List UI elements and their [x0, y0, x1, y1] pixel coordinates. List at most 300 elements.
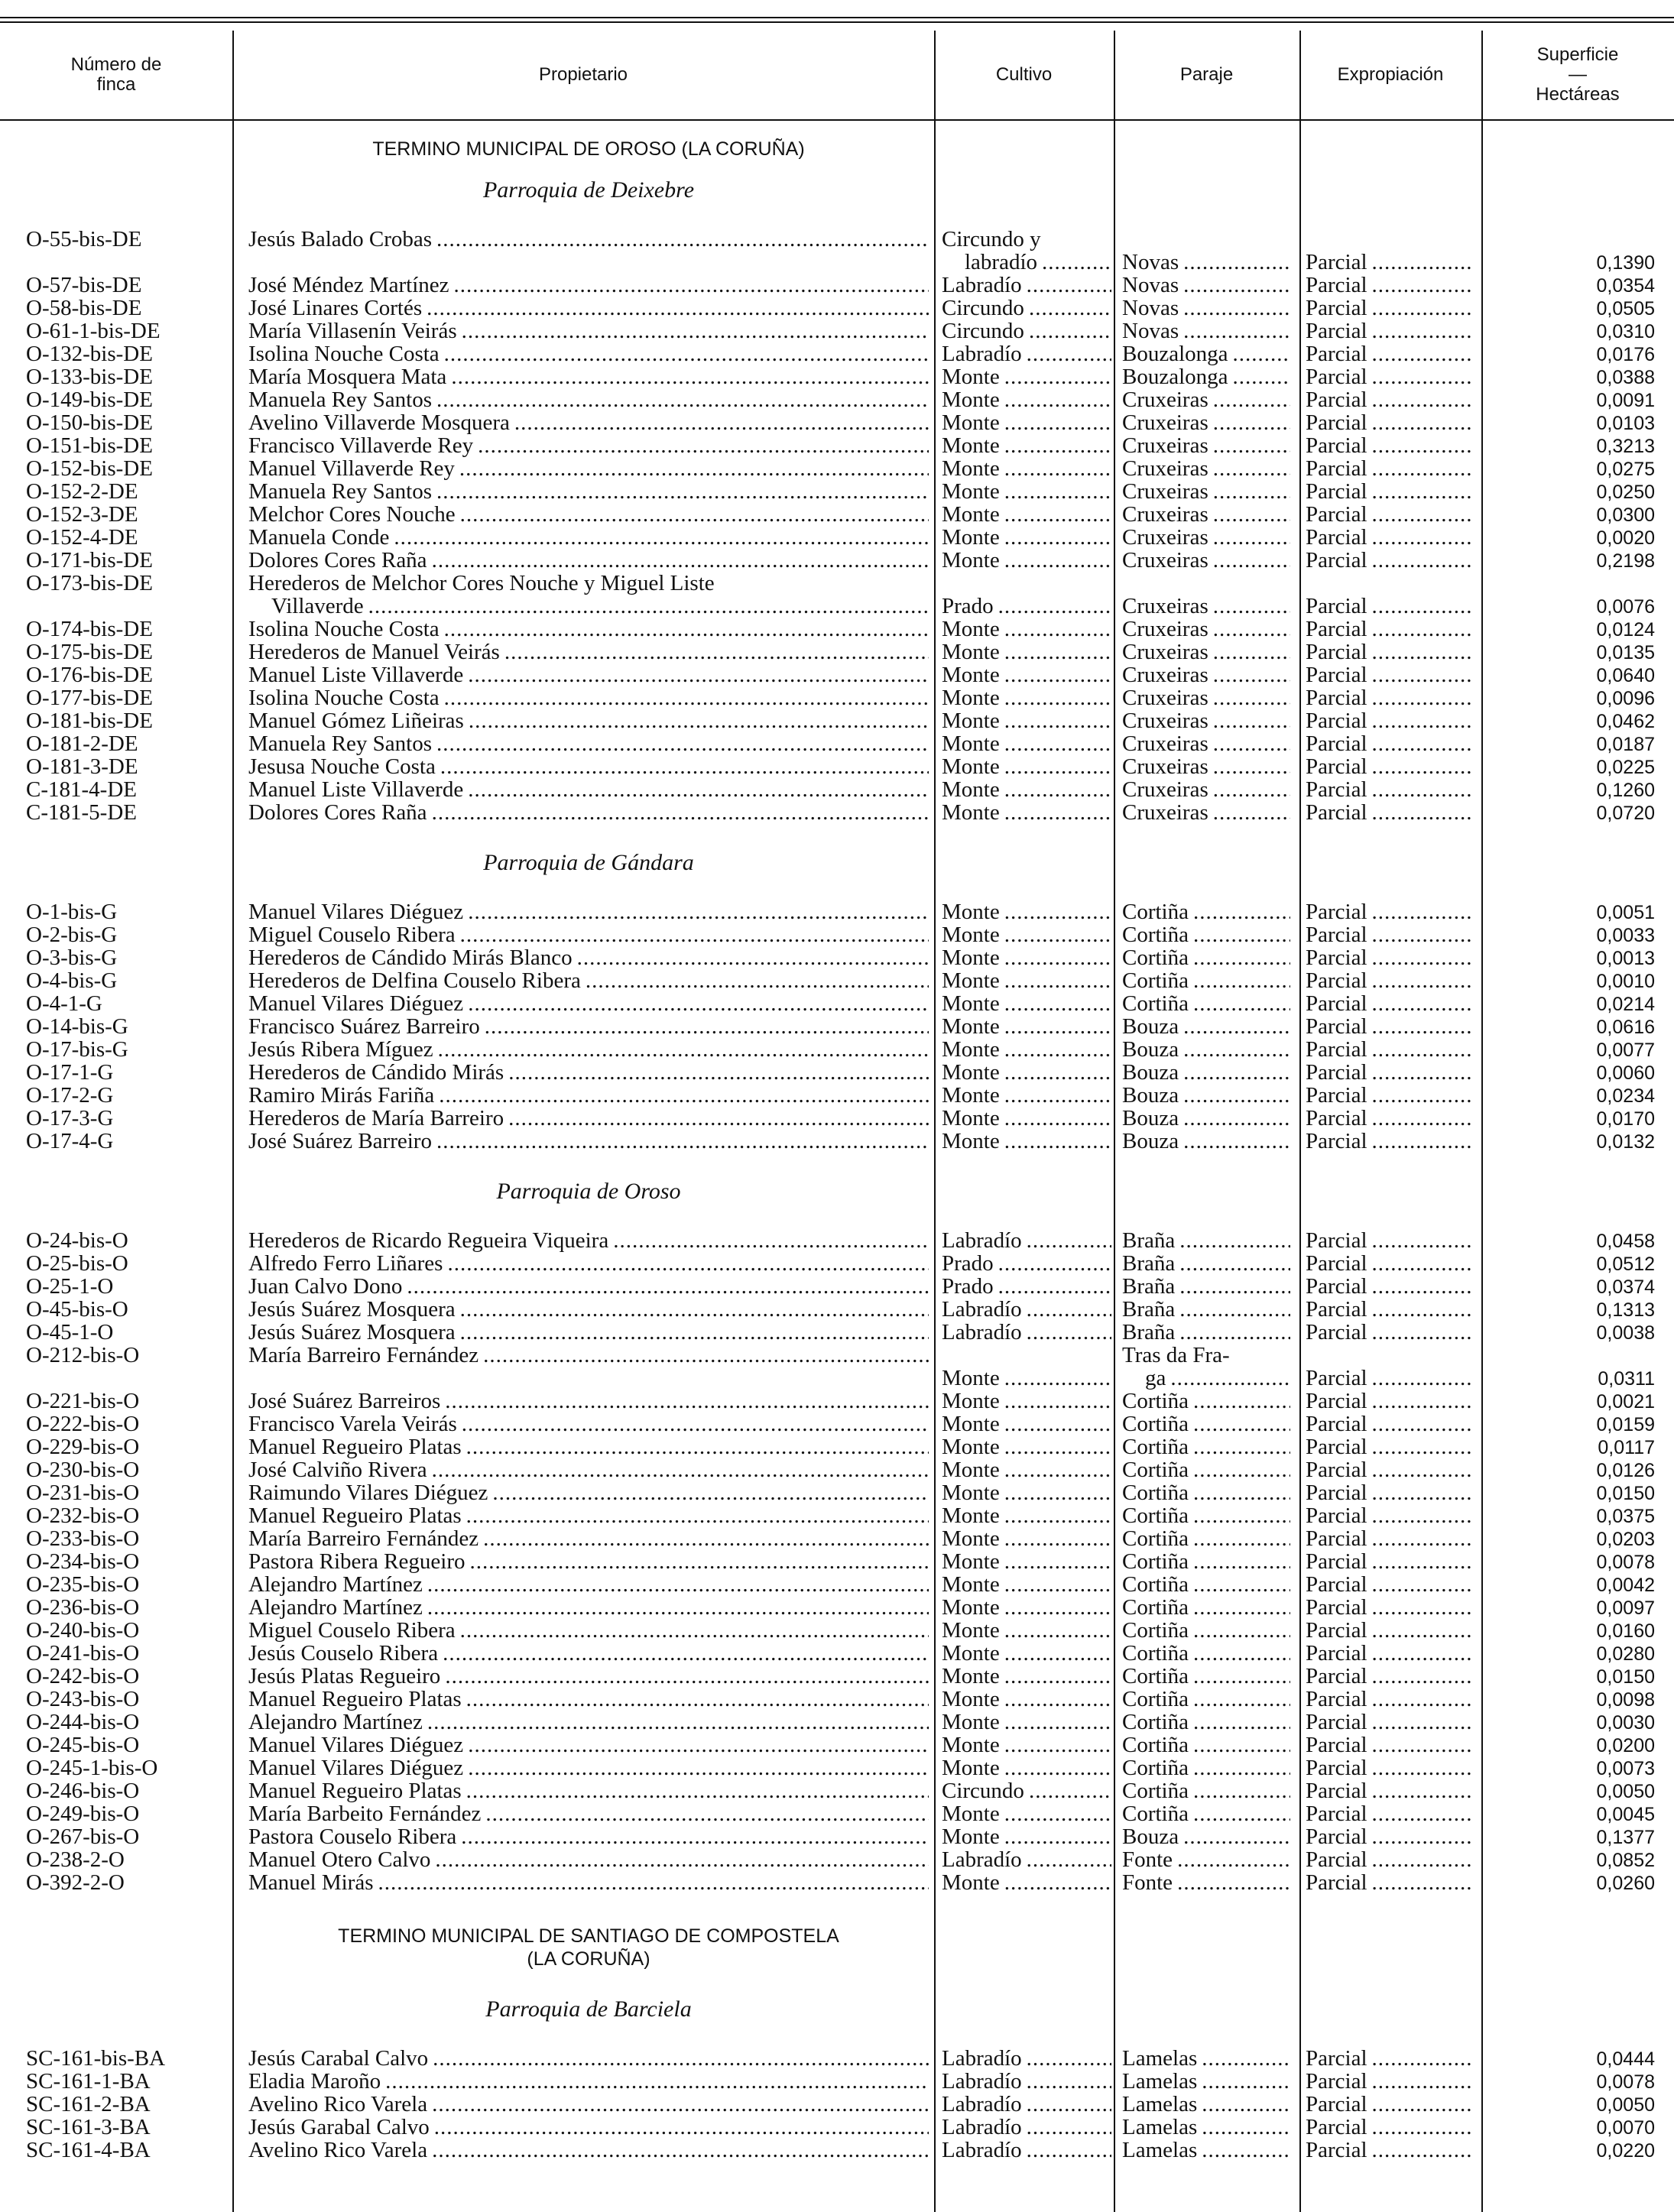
leader-dots: [1372, 2047, 1471, 2070]
expropiacion-text: Parcial: [1306, 1252, 1367, 1275]
expropiacion-cell: [1306, 319, 1471, 342]
leader-dots: [1372, 709, 1471, 732]
cultivo-text: Monte: [942, 1711, 1000, 1734]
leader-dots: [1004, 969, 1111, 992]
owner-cell: [248, 900, 929, 923]
superficie-cell: [1487, 297, 1655, 320]
cultivo-text: Labradío: [942, 1848, 1022, 1871]
expropiacion-text: Parcial: [1306, 1015, 1367, 1038]
parish-heading: Parroquia de Oroso: [496, 1179, 681, 1204]
paraje-cell: [1122, 618, 1290, 641]
table-row: [0, 1252, 1674, 1275]
table-row: [0, 274, 1674, 297]
finca-number: O-245-1-bis-O: [26, 1756, 158, 1779]
table-row: [0, 1275, 1674, 1298]
expropiacion-cell: [1306, 1871, 1471, 1894]
expropiacion-text: Parcial: [1306, 1802, 1367, 1825]
paraje-text: Fonte: [1122, 1871, 1173, 1894]
expropiacion-text: Parcial: [1306, 1481, 1367, 1504]
header-cultivo-text: Cultivo: [995, 64, 1053, 85]
leader-dots: [1213, 434, 1290, 457]
table-row: [0, 434, 1674, 457]
expropiacion-text: Parcial: [1306, 297, 1367, 319]
paraje-text: Cruxeiras: [1122, 801, 1208, 824]
header-paraje: [1114, 31, 1299, 119]
paraje-text: Cruxeiras: [1122, 434, 1208, 457]
superficie-cell: [1487, 1015, 1655, 1039]
expropiacion-cell: [1306, 1107, 1471, 1130]
paraje-cell: [1122, 1435, 1290, 1458]
leader-dots: [1004, 1367, 1111, 1390]
superficie-cell: [1487, 319, 1655, 343]
expropiacion-cell: [1306, 1481, 1471, 1504]
owner-cell: [248, 1779, 929, 1802]
finca-number: O-181-3-DE: [26, 755, 138, 778]
cultivo-cell: [942, 1298, 1111, 1321]
leader-dots: [1372, 1061, 1471, 1084]
parish-heading: Parroquia de Deixebre: [482, 177, 695, 203]
paraje-cell: [1122, 732, 1290, 755]
leader-dots: [1170, 1367, 1290, 1390]
owner-cell: [248, 1550, 929, 1573]
owner-name: Melchor Cores Nouche: [248, 503, 456, 526]
leader-dots: [460, 503, 929, 526]
leader-dots: [1233, 365, 1290, 388]
leader-dots: [436, 732, 929, 755]
leader-dots: [1372, 1275, 1471, 1298]
owner-name: Manuela Rey Santos: [248, 480, 433, 503]
leader-dots: [1193, 1596, 1290, 1619]
owner-line: [248, 572, 929, 595]
superficie-cell: [1487, 663, 1655, 687]
owner-name: Eladia Maroño: [248, 2070, 381, 2093]
owner-name: Avelino Rico Varela: [248, 2139, 428, 2162]
leader-dots: [1004, 778, 1111, 801]
expropiacion-text: Parcial: [1306, 388, 1367, 411]
leader-dots: [1179, 1298, 1290, 1321]
table-row: [0, 2116, 1674, 2139]
cultivo-text: Monte: [942, 1367, 1000, 1390]
paraje-text: Cruxeiras: [1122, 755, 1208, 778]
finca-number: O-17-bis-G: [26, 1038, 128, 1061]
superficie-cell: [1487, 1802, 1655, 1826]
cultivo-text: Labradío: [942, 274, 1022, 297]
cultivo-cell: [942, 946, 1111, 969]
table-row: [0, 1390, 1674, 1413]
owner-cell: [248, 1229, 929, 1252]
top-double-rule: [0, 17, 1674, 23]
owner-name: Jesús Ribera Míguez: [248, 1038, 433, 1061]
paraje-text: Lamelas: [1122, 2047, 1198, 2070]
owner-cell: [248, 1481, 929, 1504]
cultivo-cell: [942, 1550, 1111, 1573]
superficie-cell: [1487, 2070, 1655, 2094]
header-rule: [0, 119, 1674, 121]
owner-cell: [248, 1130, 929, 1153]
superficie-value: 0,0512: [1596, 1254, 1655, 1275]
paraje-text: Cortiña: [1122, 946, 1189, 969]
paraje-cell: [1122, 1344, 1290, 1390]
leader-dots: [492, 1481, 929, 1504]
expropiacion-cell: [1306, 1734, 1471, 1756]
paraje-cell: [1122, 1848, 1290, 1871]
superficie-cell: [1487, 900, 1655, 924]
table-row: [0, 778, 1674, 801]
expropiacion-text: Parcial: [1306, 900, 1367, 923]
finca-number: O-152-3-DE: [26, 503, 138, 526]
table-row: [0, 1711, 1674, 1734]
paraje-text: Bouza: [1122, 1015, 1179, 1038]
leader-dots: [1004, 388, 1111, 411]
leader-dots: [1372, 342, 1471, 365]
leader-dots: [1372, 1802, 1471, 1825]
leader-dots: [1372, 480, 1471, 503]
expropiacion-cell: [1306, 663, 1471, 686]
cultivo-cell: [942, 2047, 1111, 2070]
expropiacion-text: Parcial: [1306, 365, 1367, 388]
superficie-cell: [1487, 1711, 1655, 1734]
leader-dots: [1029, 1779, 1111, 1802]
paraje-cell: [1122, 319, 1290, 342]
finca-number: O-212-bis-O: [26, 1344, 140, 1367]
cultivo-text: Monte: [942, 1413, 1000, 1435]
paraje-text: Cortiña: [1122, 969, 1189, 992]
superficie-value: 0,0150: [1596, 1483, 1655, 1504]
expropiacion-text: Parcial: [1306, 641, 1367, 663]
table-row: [0, 755, 1674, 778]
leader-dots: [1042, 251, 1111, 274]
paraje-cell: [1122, 251, 1290, 274]
expropiacion-cell: [1306, 457, 1471, 480]
leader-dots: [436, 1130, 929, 1153]
expropiacion-cell: [1306, 755, 1471, 778]
leader-dots: [1004, 1688, 1111, 1711]
table-row: [0, 1848, 1674, 1871]
leader-dots: [466, 1435, 929, 1458]
leader-dots: [469, 709, 929, 732]
leader-dots: [1372, 2070, 1471, 2093]
superficie-cell: [1487, 388, 1655, 412]
cultivo-text: Monte: [942, 1871, 1000, 1894]
paraje-line: [1122, 1344, 1290, 1367]
superficie-cell: [1487, 946, 1655, 970]
leader-dots: [1004, 434, 1111, 457]
table-row: [0, 1413, 1674, 1435]
owner-cell: [248, 411, 929, 434]
cultivo-text: Labradío: [942, 2093, 1022, 2116]
owner-cell: [248, 1321, 929, 1344]
leader-dots: [1193, 1413, 1290, 1435]
owner-name: María Villasenín Veirás: [248, 319, 457, 342]
paraje-text: Cruxeiras: [1122, 457, 1208, 480]
cultivo-cell: [942, 992, 1111, 1015]
superficie-cell: [1487, 1275, 1655, 1299]
owner-name: Herederos de Cándido Mirás Blanco: [248, 946, 573, 969]
cultivo-cell: [942, 342, 1111, 365]
table-row: [0, 2093, 1674, 2116]
expropiacion-cell: [1306, 686, 1471, 709]
superficie-cell: [1487, 1481, 1655, 1505]
leader-dots: [1372, 365, 1471, 388]
owner-name: José Suárez Barreiros: [248, 1390, 441, 1413]
superficie-value: 0,0132: [1596, 1131, 1655, 1153]
cultivo-cell: [942, 365, 1111, 388]
paraje-text: Cruxeiras: [1122, 778, 1208, 801]
leader-dots: [508, 1061, 929, 1084]
leader-dots: [1372, 1130, 1471, 1153]
expropiacion-cell: [1306, 274, 1471, 297]
expropiacion-cell: [1306, 1252, 1471, 1275]
expropiacion-text: Parcial: [1306, 1504, 1367, 1527]
owner-name: Isolina Nouche Costa: [248, 686, 440, 709]
owner-name: Dolores Cores Raña: [248, 549, 427, 572]
owner-cell: [248, 2047, 929, 2070]
finca-number: O-249-bis-O: [26, 1802, 140, 1825]
cultivo-text: Monte: [942, 923, 1000, 946]
expropiacion-cell: [1306, 1084, 1471, 1107]
paraje-text: Lamelas: [1122, 2139, 1198, 2162]
paraje-text: Cruxeiras: [1122, 663, 1208, 686]
table-row: [0, 1619, 1674, 1642]
superficie-cell: [1487, 365, 1655, 389]
finca-number: O-245-bis-O: [26, 1734, 140, 1756]
superficie-value: 0,0203: [1596, 1529, 1655, 1550]
leader-dots: [1372, 1779, 1471, 1802]
leader-dots: [1372, 1413, 1471, 1435]
leader-dots: [1027, 2093, 1111, 2116]
superficie-value: 0,0444: [1596, 2048, 1655, 2070]
paraje-text: Novas: [1122, 274, 1179, 297]
superficie-cell: [1487, 1734, 1655, 1757]
superficie-value: 0,0354: [1596, 275, 1655, 297]
cultivo-cell: [942, 1596, 1111, 1619]
leader-dots: [435, 1848, 929, 1871]
leader-dots: [1372, 801, 1471, 824]
leader-dots: [1004, 1573, 1111, 1596]
leader-dots: [1193, 992, 1290, 1015]
finca-number: O-152-4-DE: [26, 526, 138, 549]
finca-number: O-241-bis-O: [26, 1642, 140, 1665]
leader-dots: [1213, 411, 1290, 434]
cultivo-cell: [942, 1481, 1111, 1504]
superficie-value: 0,0462: [1596, 711, 1655, 732]
table-row: [0, 732, 1674, 755]
finca-number: SC-161-1-BA: [26, 2070, 151, 2093]
cultivo-cell: [942, 228, 1111, 274]
leader-dots: [438, 1038, 929, 1061]
leader-dots: [1213, 503, 1290, 526]
leader-dots: [454, 274, 929, 297]
cultivo-text: Monte: [942, 1688, 1000, 1711]
superficie-value: 0,0073: [1596, 1758, 1655, 1779]
superficie-value: 0,0214: [1596, 994, 1655, 1015]
superficie-cell: [1487, 411, 1655, 435]
cultivo-cell: [942, 1665, 1111, 1688]
table-row: [0, 969, 1674, 992]
expropiacion-cell: [1306, 732, 1471, 755]
paraje-cell: [1122, 1275, 1290, 1298]
cultivo-text: Monte: [942, 1596, 1000, 1619]
leader-dots: [1213, 480, 1290, 503]
expropiacion-cell: [1306, 1756, 1471, 1779]
finca-number: O-25-1-O: [26, 1275, 114, 1298]
leader-dots: [368, 595, 929, 618]
leader-dots: [433, 2047, 929, 2070]
finca-number: O-151-bis-DE: [26, 434, 153, 457]
expropiacion-cell: [1306, 900, 1471, 923]
superficie-cell: [1487, 1527, 1655, 1551]
leader-dots: [394, 526, 929, 549]
paraje-cell: [1122, 1107, 1290, 1130]
leader-dots: [1183, 251, 1290, 274]
leader-dots: [1372, 755, 1471, 778]
leader-dots: [447, 1252, 929, 1275]
superficie-value: 0,0051: [1596, 902, 1655, 923]
table-row: [0, 1550, 1674, 1573]
finca-number: O-236-bis-O: [26, 1596, 140, 1619]
paraje-text: Cortiña: [1122, 1573, 1189, 1596]
cultivo-text: Prado: [942, 1252, 994, 1275]
expropiacion-text: Parcial: [1306, 1275, 1367, 1298]
cultivo-text: Monte: [942, 1665, 1000, 1688]
superficie-value: 0,0225: [1596, 757, 1655, 778]
paraje-cell: [1122, 1481, 1290, 1504]
superficie-cell: [1487, 526, 1655, 550]
owner-cell: [248, 1527, 929, 1550]
owner-name: Manuel Mirás: [248, 1871, 374, 1894]
owner-name: Herederos de Cándido Mirás: [248, 1061, 504, 1084]
finca-number: O-244-bis-O: [26, 1711, 140, 1734]
leader-dots: [1372, 1481, 1471, 1504]
expropiacion-text: Parcial: [1306, 923, 1367, 946]
expropiacion-text: Parcial: [1306, 2139, 1367, 2162]
paraje-text: Bouza: [1122, 1061, 1179, 1084]
owner-cell: [248, 1252, 929, 1275]
table-row: [0, 572, 1674, 618]
expropiacion-cell: [1306, 992, 1471, 1015]
expropiacion-text: Parcial: [1306, 801, 1367, 824]
owner-name: José Linares Cortés: [248, 297, 423, 319]
owner-cell: [248, 946, 929, 969]
leader-dots: [436, 388, 929, 411]
leader-dots: [468, 663, 929, 686]
expropiacion-text: Parcial: [1306, 1107, 1367, 1130]
expropiacion-text: Parcial: [1306, 1871, 1367, 1894]
paraje-text: Cruxeiras: [1122, 595, 1208, 618]
table-row: [0, 297, 1674, 319]
owner-cell: [248, 686, 929, 709]
cultivo-text: Monte: [942, 1527, 1000, 1550]
paraje-text: Bouzalonga: [1122, 365, 1228, 388]
owner-name: Manuel Vilares Diéguez: [248, 1756, 464, 1779]
leader-dots: [1004, 663, 1111, 686]
superficie-cell: [1487, 1107, 1655, 1130]
paraje-cell: [1122, 2047, 1290, 2070]
table-row: [0, 1481, 1674, 1504]
superficie-value: 0,0720: [1596, 803, 1655, 824]
owner-cell: [248, 1061, 929, 1084]
parish-heading: Parroquia de Gándara: [483, 850, 694, 875]
expropiacion-text: Parcial: [1306, 1711, 1367, 1734]
superficie-value: 0,0170: [1596, 1108, 1655, 1130]
cultivo-cell: [942, 1275, 1111, 1298]
leader-dots: [1372, 526, 1471, 549]
superficie-cell: [1487, 342, 1655, 366]
leader-dots: [1004, 411, 1111, 434]
superficie-value: 0,0030: [1596, 1712, 1655, 1734]
finca-number: O-57-bis-DE: [26, 274, 142, 297]
superficie-cell: [1487, 2093, 1655, 2116]
superficie-value: 0,0160: [1596, 1620, 1655, 1642]
paraje-cell: [1122, 1779, 1290, 1802]
owner-name: Manuel Gómez Liñeiras: [248, 709, 464, 732]
expropiacion-text: Parcial: [1306, 251, 1367, 274]
paraje-cell: [1122, 434, 1290, 457]
owner-cell: [248, 1642, 929, 1665]
leader-dots: [432, 2139, 929, 2162]
leader-dots: [1004, 992, 1111, 1015]
cultivo-text: Monte: [942, 1084, 1000, 1107]
leader-dots: [1372, 732, 1471, 755]
owner-name: Francisco Varela Veirás: [248, 1413, 457, 1435]
leader-dots: [1004, 1481, 1111, 1504]
table-row: [0, 900, 1674, 923]
leader-dots: [468, 1756, 929, 1779]
leader-dots: [1029, 297, 1111, 319]
paraje-text: Cortiña: [1122, 1596, 1189, 1619]
leader-dots: [1004, 618, 1111, 641]
leader-dots: [1213, 618, 1290, 641]
leader-dots: [1027, 1229, 1111, 1252]
table-row: [0, 480, 1674, 503]
expropiacion-cell: [1306, 923, 1471, 946]
expropiacion-cell: [1306, 1038, 1471, 1061]
owner-name: María Mosquera Mata: [248, 365, 447, 388]
paraje-cell: [1122, 2093, 1290, 2116]
expropiacion-cell: [1306, 1367, 1471, 1390]
finca-number: O-25-bis-O: [26, 1252, 128, 1275]
cultivo-cell: [942, 1107, 1111, 1130]
paraje-cell: [1122, 595, 1290, 618]
paraje-text: Lamelas: [1122, 2093, 1198, 2116]
leader-dots: [1213, 755, 1290, 778]
owner-cell: [248, 365, 929, 388]
leader-dots: [1193, 946, 1290, 969]
leader-dots: [1372, 1848, 1471, 1871]
paraje-cell: [1122, 2116, 1290, 2139]
cultivo-text: Prado: [942, 1275, 994, 1298]
table-row: [0, 1734, 1674, 1756]
cultivo-text: Labradío: [942, 342, 1022, 365]
expropiacion-cell: [1306, 1321, 1471, 1344]
paraje-cell: [1122, 992, 1290, 1015]
expropiacion-cell: [1306, 2116, 1471, 2139]
superficie-value: 0,0098: [1596, 1689, 1655, 1711]
owner-cell: [248, 1413, 929, 1435]
paraje-text: Bouza: [1122, 1130, 1179, 1153]
superficie-cell: [1487, 1665, 1655, 1688]
leader-dots: [1027, 2047, 1111, 2070]
expropiacion-text: Parcial: [1306, 1550, 1367, 1573]
paraje-cell: [1122, 480, 1290, 503]
owner-cell: [248, 1802, 929, 1825]
superficie-cell: [1487, 1038, 1655, 1062]
leader-dots: [1027, 2139, 1111, 2162]
expropiacion-text: Parcial: [1306, 755, 1367, 778]
section-heading: [248, 138, 929, 161]
paraje-cell: [1122, 755, 1290, 778]
superficie-value: 0,0311: [1598, 1368, 1655, 1390]
